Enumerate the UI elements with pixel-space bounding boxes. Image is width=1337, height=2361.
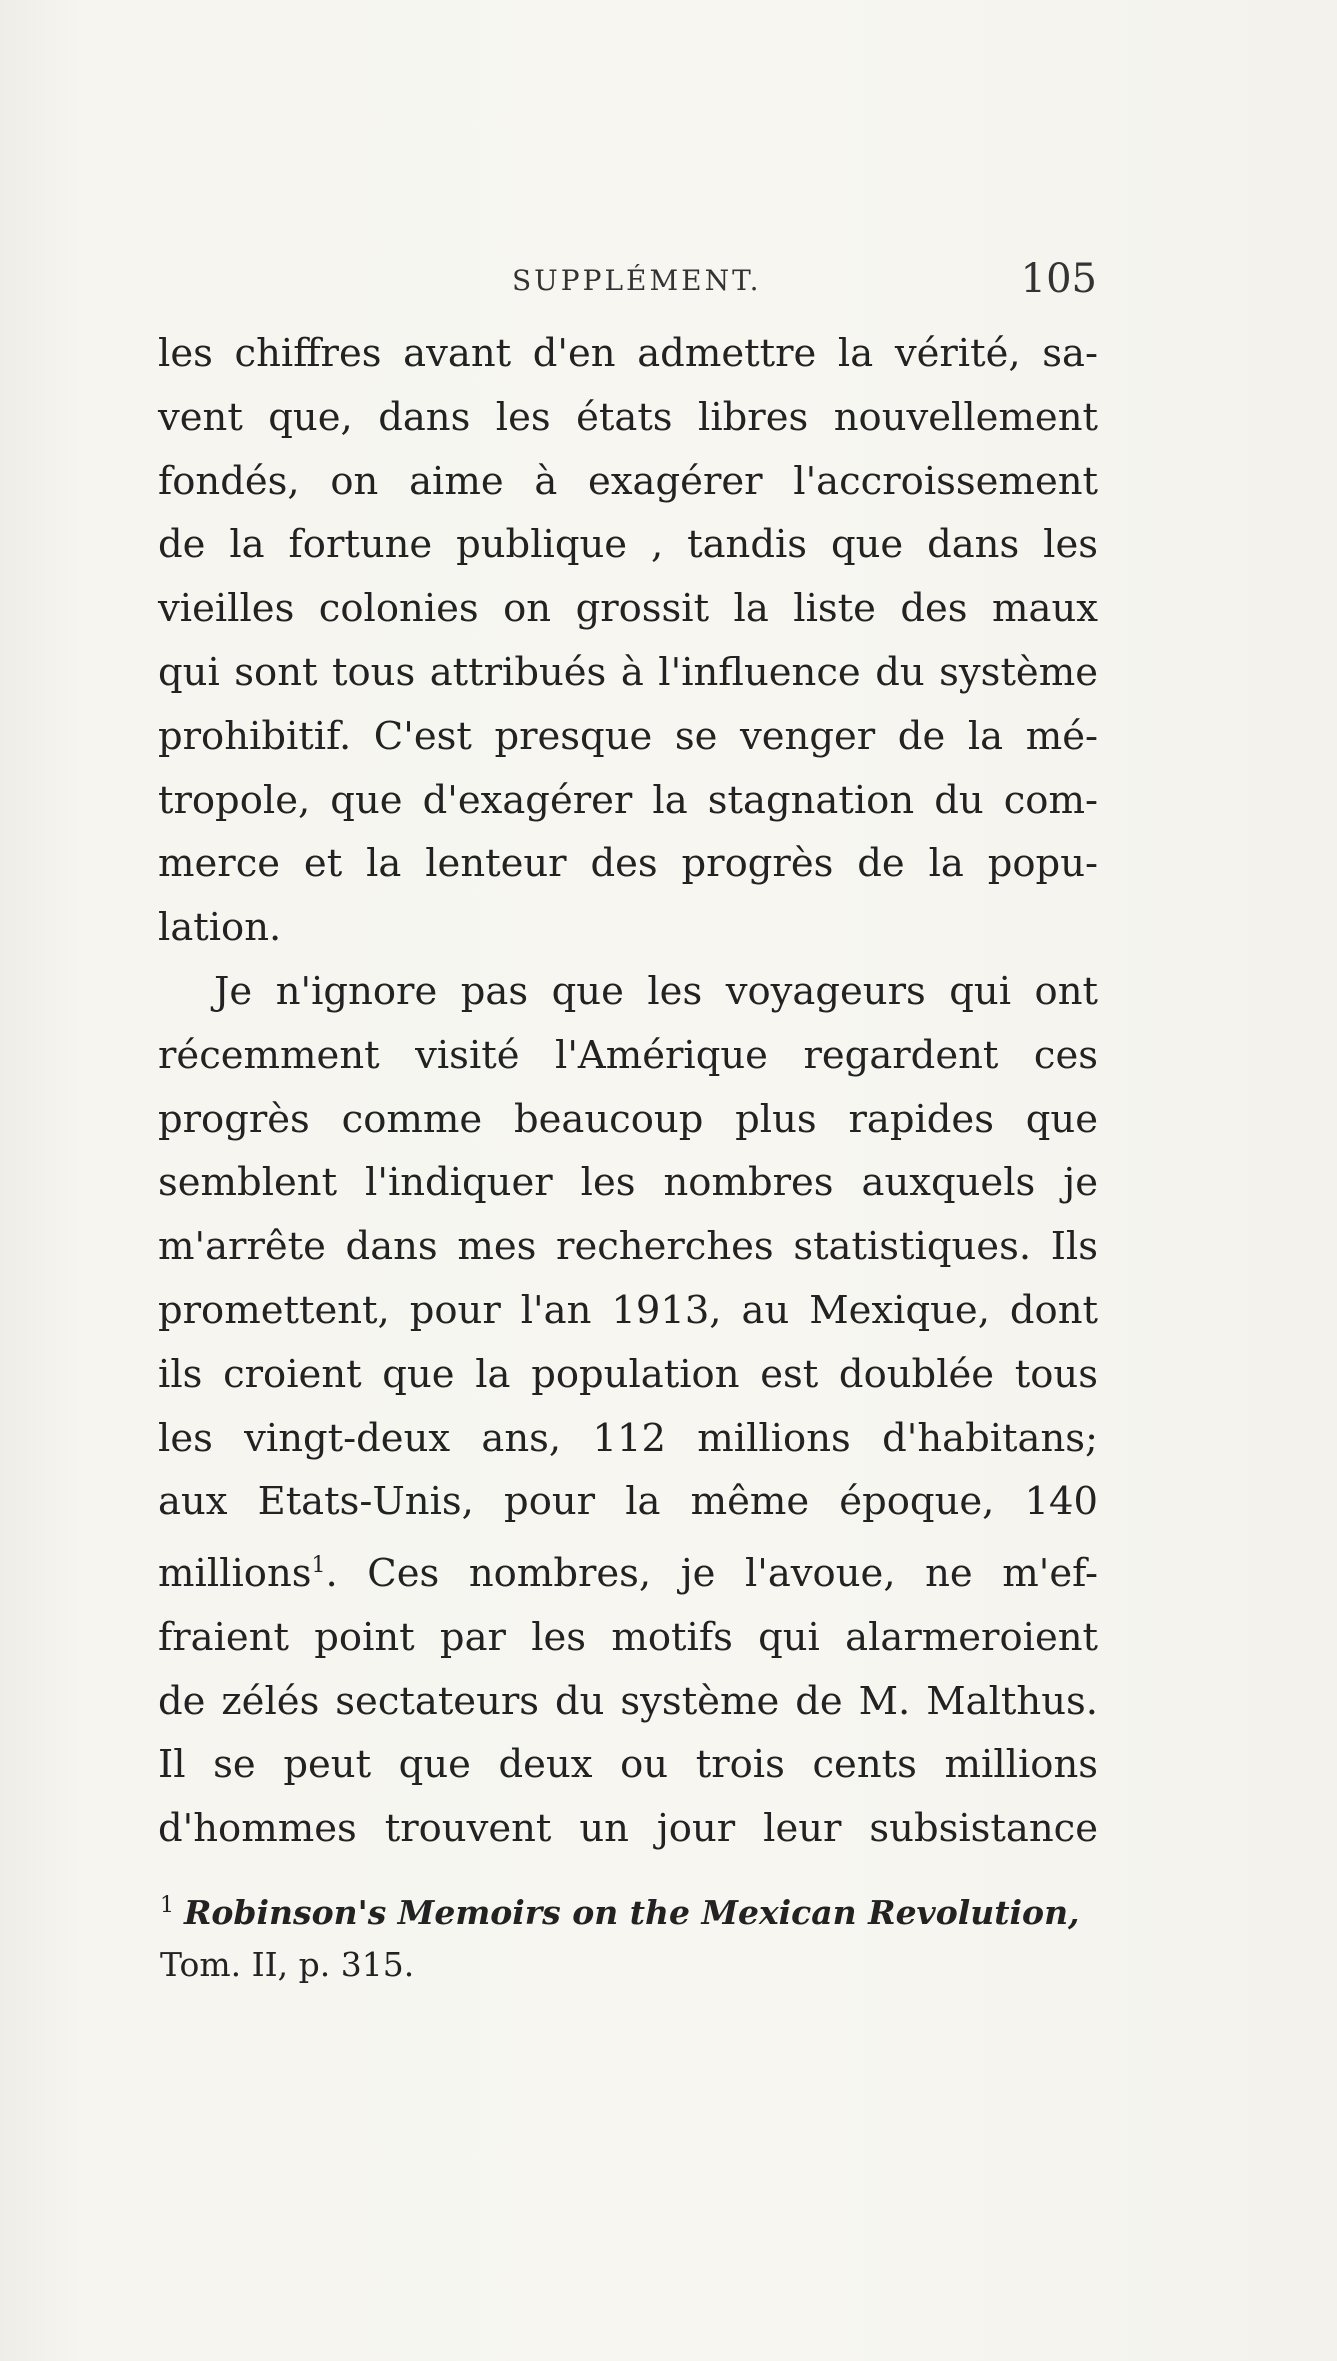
text-line: les vingt-deux ans, 112 millions d'habitans;: [158, 1415, 1098, 1461]
text-fragment: . Ces nombres, je l'avoue, ne m'ef-: [325, 1550, 1098, 1596]
text-line: progrès comme beaucoup plus rapides que: [158, 1096, 1098, 1142]
footnote-line: Tom. II, p. 315.: [160, 1945, 415, 1984]
text-line: aux Etats-Unis, pour la même époque, 140: [158, 1479, 1098, 1525]
footnote-citation: Robinson's Memoirs on the Mexican Revolution,: [184, 1893, 1080, 1932]
footnote-reference: 1: [311, 1553, 326, 1579]
page-number: 105: [1020, 256, 1097, 302]
text-line: lation.: [158, 905, 282, 951]
text-line: merce et la lenteur des progrès de la popu-: [158, 841, 1098, 887]
running-title: SUPPLÉMENT.: [512, 264, 762, 297]
text-line: de zélés sectateurs du système de M. Malthus.: [158, 1678, 1098, 1724]
text-line: de la fortune publique , tandis que dans les: [158, 522, 1098, 568]
page-header: [162, 256, 1097, 316]
text-line: les chiffres avant d'en admettre la vérité, sa-: [158, 331, 1098, 376]
text-line-with-footnote: [158, 1534, 1098, 1606]
text-line: promettent, pour l'an 1913, au Mexique, dont: [158, 1287, 1098, 1333]
text-line: Je n'ignore pas que les voyageurs qui ont: [214, 968, 1098, 1014]
text-line: ils croient que la population est doublée tous: [158, 1351, 1098, 1397]
text-line: qui sont tous attribués à l'influence du système: [158, 649, 1098, 695]
footnote-mark: 1: [160, 1893, 174, 1918]
body-text: [158, 322, 1098, 1861]
paragraph-2: [158, 960, 1098, 1861]
footnote-line: [160, 1880, 1095, 1939]
text-line: fondés, on aime à exagérer l'accroissement: [158, 458, 1098, 504]
text-line: d'hommes trouvent un jour leur subsistance: [158, 1806, 1098, 1852]
millions-word: millions: [158, 1550, 312, 1596]
text-line: m'arrête dans mes recherches statistiques. Ils: [158, 1224, 1098, 1270]
text-line: Il se peut que deux ou trois cents millions: [158, 1742, 1098, 1788]
footnote: [160, 1880, 1095, 1991]
text-line: récemment visité l'Amérique regardent ces: [158, 1032, 1098, 1078]
paragraph-1: [158, 322, 1098, 960]
text-line: vent que, dans les états libres nouvellement: [158, 394, 1098, 440]
text-line: semblent l'indiquer les nombres auxquels je: [158, 1160, 1098, 1206]
text-line: tropole, que d'exagérer la stagnation du com-: [158, 777, 1098, 823]
text-line: prohibitif. C'est presque se venger de la mé-: [158, 713, 1098, 759]
text-line: vieilles colonies on grossit la liste des maux: [158, 586, 1098, 632]
text-line: fraient point par les motifs qui alarmeroient: [158, 1614, 1098, 1660]
